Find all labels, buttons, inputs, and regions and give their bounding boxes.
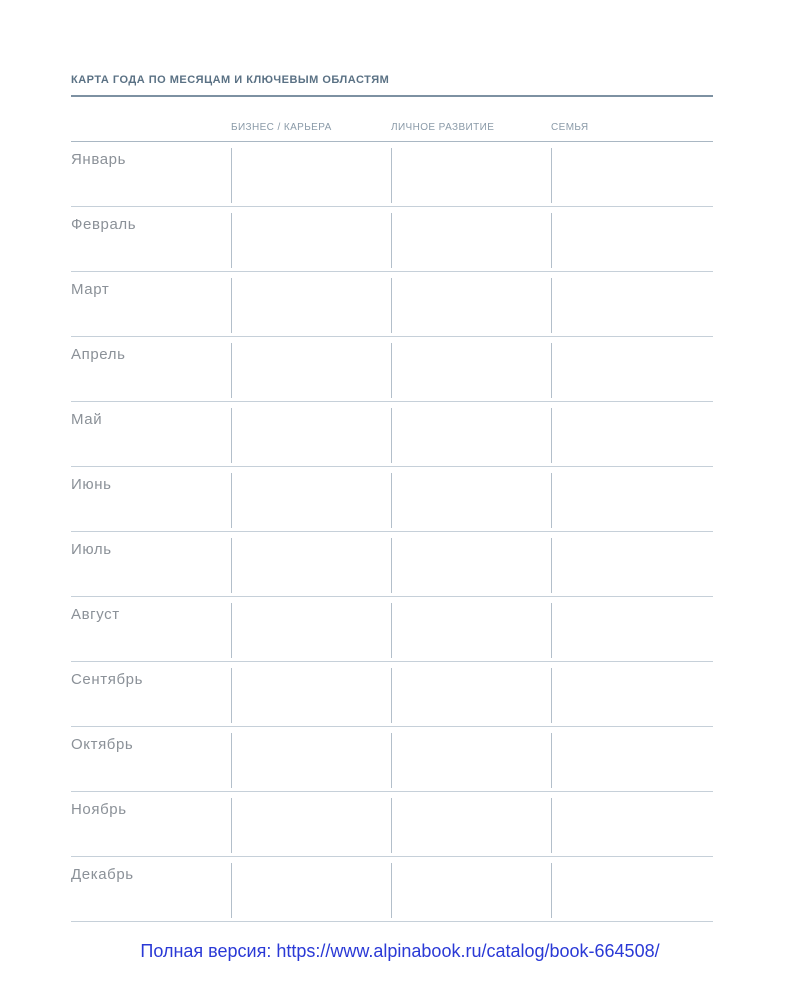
- month-label: Ноябрь: [71, 801, 127, 818]
- writing-cell-business-career[interactable]: [231, 408, 389, 463]
- table-row: [71, 532, 713, 597]
- full-version-link[interactable]: Полная версия: https://www.alpinabook.ru/catalog/book-664508/: [140, 941, 660, 961]
- writing-cell-personal-development[interactable]: [391, 603, 549, 658]
- table-row: [71, 662, 713, 727]
- table-row: [71, 402, 713, 467]
- table-row: [71, 142, 713, 207]
- writing-cell-personal-development[interactable]: [391, 278, 549, 333]
- writing-cell-family[interactable]: [551, 668, 709, 723]
- table-row: [71, 857, 713, 922]
- month-label: Май: [71, 411, 103, 428]
- writing-cell-personal-development[interactable]: [391, 733, 549, 788]
- writing-cell-business-career[interactable]: [231, 603, 389, 658]
- month-label: Август: [71, 606, 120, 623]
- month-label: Сентябрь: [71, 671, 143, 688]
- writing-cell-personal-development[interactable]: [391, 863, 549, 918]
- writing-cell-business-career[interactable]: [231, 538, 389, 593]
- writing-cell-personal-development[interactable]: [391, 473, 549, 528]
- writing-cell-personal-development[interactable]: [391, 798, 549, 853]
- writing-cell-personal-development[interactable]: [391, 538, 549, 593]
- writing-cell-business-career[interactable]: [231, 798, 389, 853]
- writing-cell-personal-development[interactable]: [391, 343, 549, 398]
- writing-cell-personal-development[interactable]: [391, 668, 549, 723]
- table-row: [71, 337, 713, 402]
- writing-cell-family[interactable]: [551, 278, 709, 333]
- column-header-business-career: БИЗНЕС / КАРЬЕРА: [231, 122, 332, 133]
- column-header-personal-development: ЛИЧНОЕ РАЗВИТИЕ: [391, 122, 495, 133]
- writing-cell-personal-development[interactable]: [391, 408, 549, 463]
- month-label: Апрель: [71, 346, 126, 363]
- writing-cell-family[interactable]: [551, 148, 709, 203]
- writing-cell-family[interactable]: [551, 733, 709, 788]
- writing-cell-family[interactable]: [551, 863, 709, 918]
- writing-cell-personal-development[interactable]: [391, 213, 549, 268]
- table-row: [71, 272, 713, 337]
- month-label: Октябрь: [71, 736, 134, 753]
- month-label: Февраль: [71, 216, 137, 233]
- month-label: Июнь: [71, 476, 112, 493]
- writing-cell-business-career[interactable]: [231, 863, 389, 918]
- writing-cell-family[interactable]: [551, 603, 709, 658]
- month-table: [71, 142, 713, 922]
- writing-cell-business-career[interactable]: [231, 668, 389, 723]
- writing-cell-family[interactable]: [551, 408, 709, 463]
- writing-cell-family[interactable]: [551, 343, 709, 398]
- title-divider: [71, 95, 713, 97]
- writing-cell-business-career[interactable]: [231, 213, 389, 268]
- month-label: Январь: [71, 151, 127, 168]
- month-label: Июль: [71, 541, 112, 558]
- page-title: КАРТА ГОДА ПО МЕСЯЦАМ И КЛЮЧЕВЫМ ОБЛАСТЯМ: [71, 74, 390, 86]
- column-header-row: [71, 122, 713, 142]
- writing-cell-family[interactable]: [551, 798, 709, 853]
- writing-cell-personal-development[interactable]: [391, 148, 549, 203]
- writing-cell-business-career[interactable]: [231, 278, 389, 333]
- table-row: [71, 207, 713, 272]
- column-header-family: СЕМЬЯ: [551, 122, 589, 133]
- table-row: [71, 727, 713, 792]
- writing-cell-business-career[interactable]: [231, 148, 389, 203]
- table-row: [71, 597, 713, 662]
- writing-cell-business-career[interactable]: [231, 733, 389, 788]
- month-label: Март: [71, 281, 110, 298]
- writing-cell-business-career[interactable]: [231, 343, 389, 398]
- writing-cell-family[interactable]: [551, 213, 709, 268]
- table-row: [71, 792, 713, 857]
- writing-cell-family[interactable]: [551, 473, 709, 528]
- table-row: [71, 467, 713, 532]
- writing-cell-family[interactable]: [551, 538, 709, 593]
- writing-cell-business-career[interactable]: [231, 473, 389, 528]
- month-label: Декабрь: [71, 866, 134, 883]
